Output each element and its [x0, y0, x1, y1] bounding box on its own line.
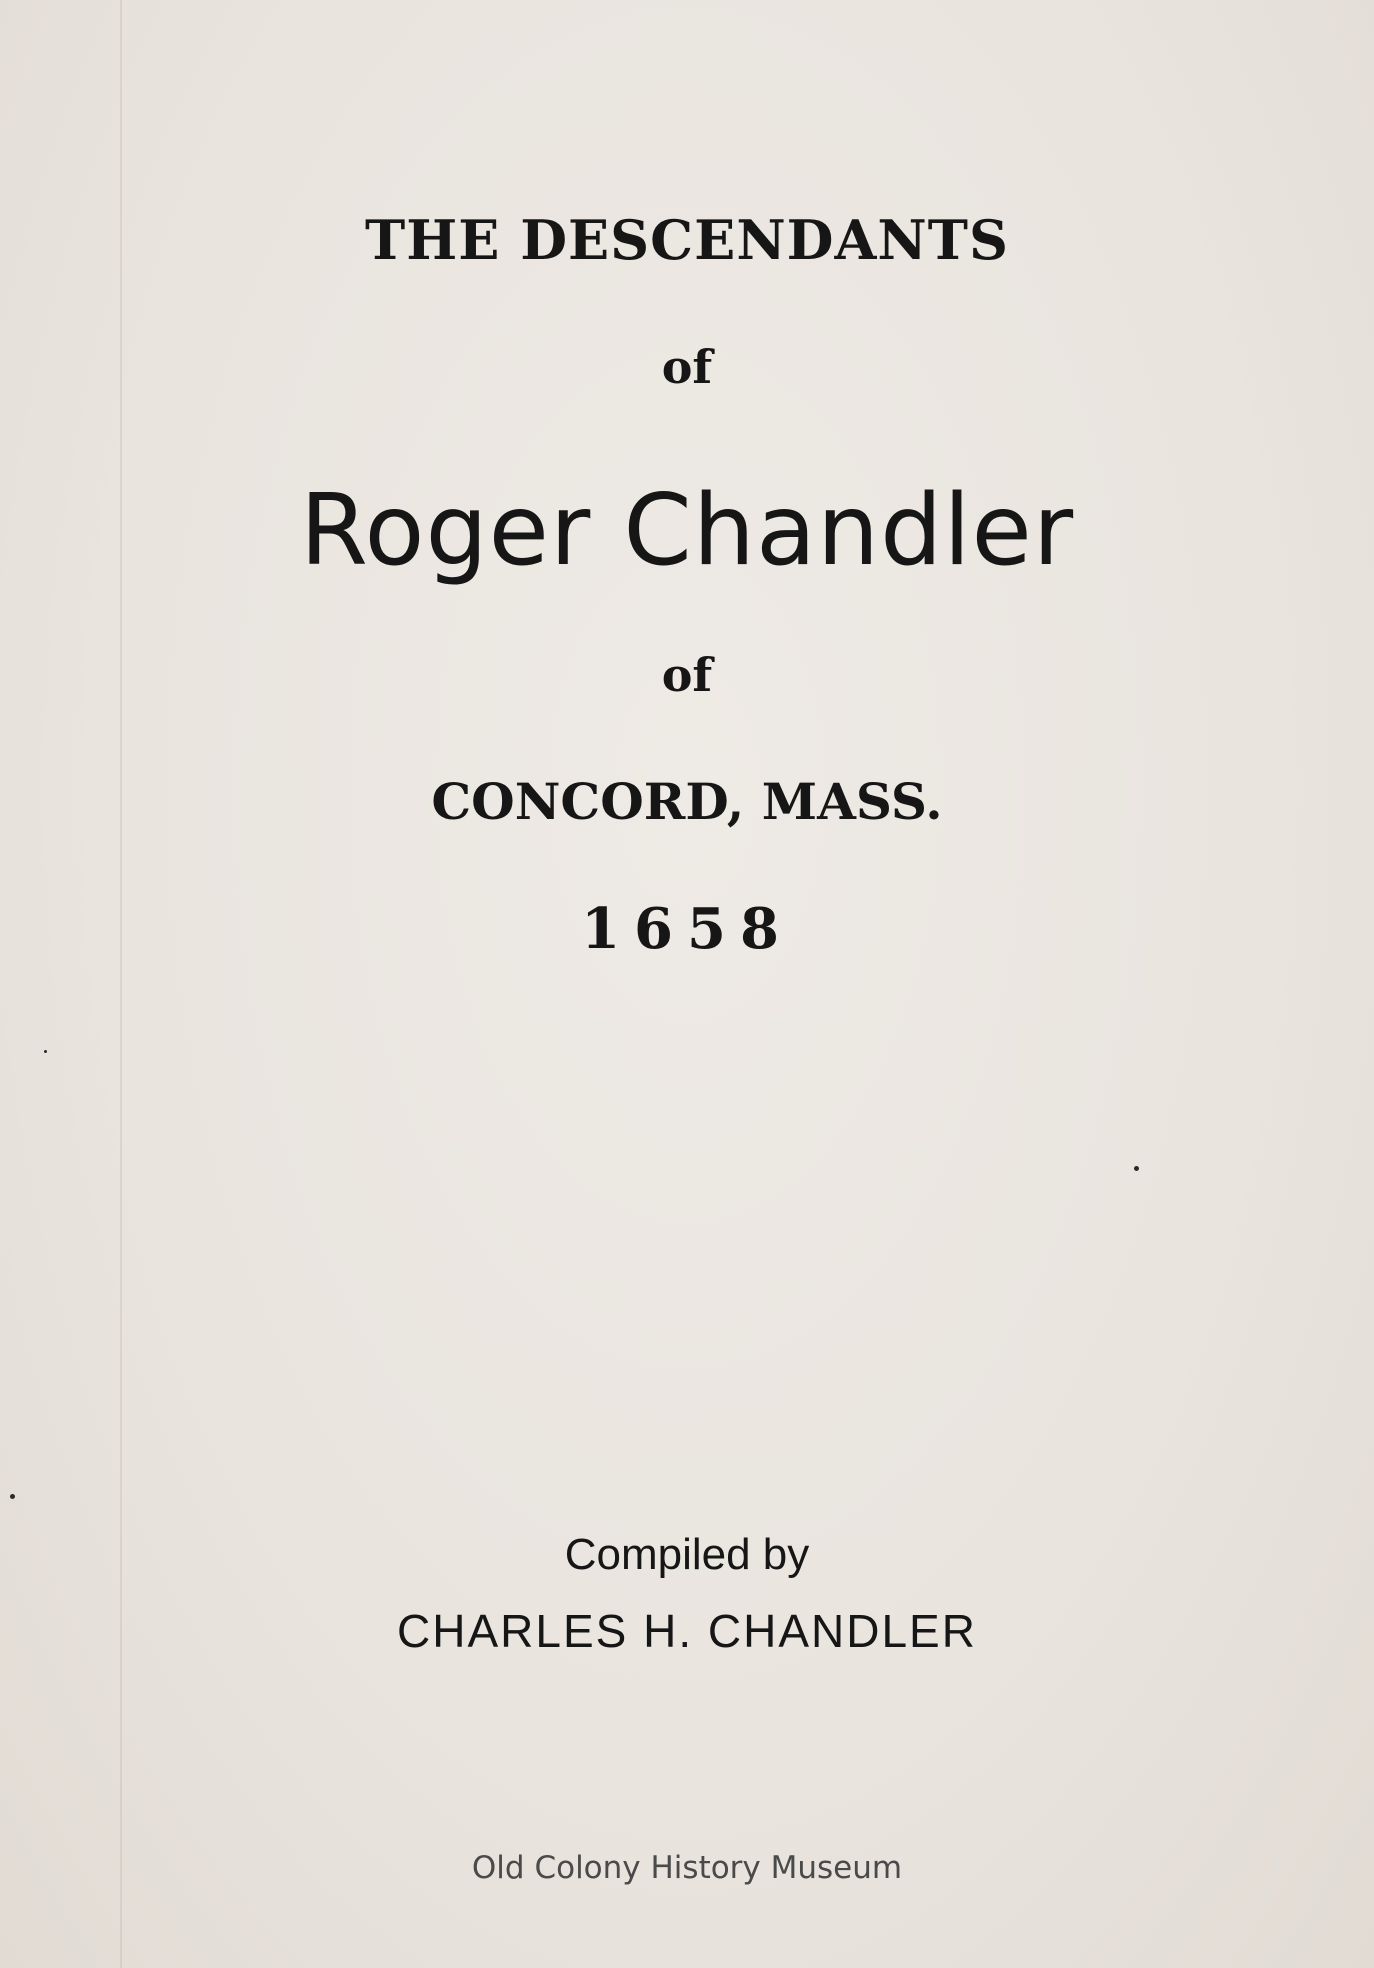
- page-fold-line: [120, 0, 122, 1968]
- ink-speck: [10, 1494, 15, 1499]
- title-of-second: of: [661, 648, 713, 702]
- compiler-name: CHARLES H. CHANDLER: [397, 1605, 977, 1657]
- title-name: Roger Chandler: [299, 474, 1075, 588]
- title-place: CONCORD, MASS.: [431, 772, 943, 831]
- title-of-first: of: [661, 340, 713, 394]
- ink-speck: [1134, 1166, 1139, 1171]
- title-heading: THE DESCENDANTS: [365, 208, 1009, 272]
- title-year: 1658: [581, 896, 793, 962]
- ink-speck: [44, 1050, 47, 1053]
- compiled-by-label: Compiled by: [564, 1530, 810, 1579]
- museum-watermark: Old Colony History Museum: [471, 1850, 903, 1886]
